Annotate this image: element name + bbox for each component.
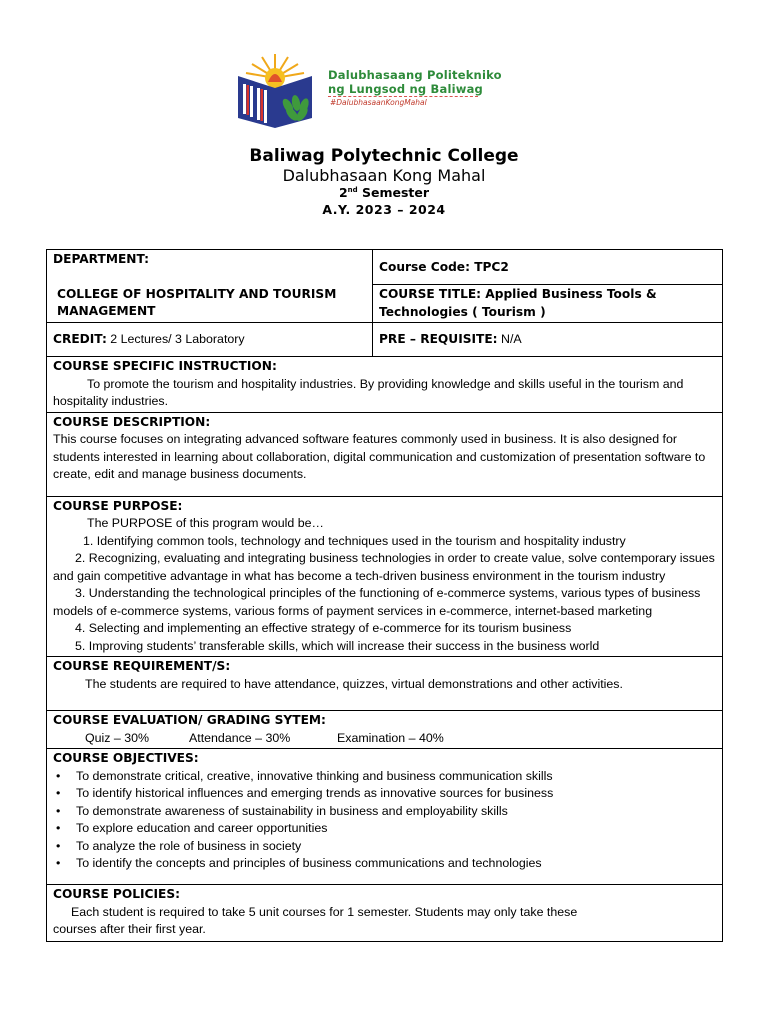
description-text: This course focuses on integrating advanced software features commonly used in business. It is also designed for students interested in learning about collaboration, digital communication and customization of presentation software to create, edit and manage business documents. (53, 432, 706, 481)
course-code: Course Code: TPC2 (379, 260, 509, 274)
objective-item: • To explore education and career opportunities (53, 820, 716, 838)
description-cell (47, 412, 723, 496)
objectives-list (53, 768, 716, 873)
prerequisite-value: N/A (501, 332, 522, 346)
grading-examination: Examination – 40% (337, 730, 444, 745)
objectives-label: COURSE OBJECTIVES: (53, 751, 199, 765)
objective-item: • To demonstrate critical, creative, innovative thinking and business communication skills (53, 768, 716, 786)
grading-quiz: Quiz – 30% (85, 730, 150, 745)
prerequisite-label: PRE – REQUISITE: (379, 332, 498, 346)
purpose-item: 4. Selecting and implementing an effective strategy of e-commerce for its tourism business (75, 621, 572, 635)
description-label: COURSE DESCRIPTION: (53, 414, 211, 429)
course-info-table (46, 249, 723, 942)
course-title: COURSE TITLE: Applied Business Tools & Technologies ( Tourism ) (379, 287, 657, 319)
semester-number: 2 (338, 185, 348, 200)
semester-label (0, 185, 768, 200)
objective-item: • To demonstrate awareness of sustainability in business and employability skills (53, 803, 716, 821)
policies-text: Each student is required to take 5 unit courses for 1 semester. Students may only take these courses after their first year. (53, 904, 578, 936)
grading-attendance: Attendance – 30% (189, 730, 291, 745)
instruction-cell (47, 357, 723, 413)
logo-divider (328, 96, 478, 97)
instruction-text: To promote the tourism and hospitality industries. By providing knowledge and skills useful in the tourism and hospitality industries. (53, 376, 684, 408)
college-logo (230, 48, 560, 130)
department-label: DEPARTMENT: (53, 252, 150, 266)
course-code-cell (373, 250, 723, 285)
purpose-intro: The PURPOSE of this program would be… (87, 516, 324, 530)
purpose-label: COURSE PURPOSE: (53, 498, 183, 513)
semester-word: Semester (357, 185, 430, 200)
purpose-item: 5. Improving students’ transferable skills, which will increase their success in the business world (75, 638, 600, 653)
purpose-item: 3. Understanding the technological principles of the functioning of e-commerce systems, various types of business models of e-commerce systems, various forms of payment services in e-commerce, internet-based marketing (53, 586, 701, 618)
credit-label: CREDIT: (53, 332, 107, 346)
logo-title-line2: ng Lungsod ng Baliwag (328, 82, 483, 96)
objectives-cell (47, 749, 723, 885)
evaluation-label: COURSE EVALUATION/ GRADING SYTEM: (53, 713, 326, 727)
credit-value: 2 Lectures/ 3 Laboratory (110, 332, 245, 346)
semester-suffix: nd (347, 185, 358, 194)
policies-label: COURSE POLICIES: (53, 887, 180, 901)
purpose-item: 2. Recognizing, evaluating and integrating business technologies in order to create value, solve contemporary issues and gain competitive advantage in what has become a tech-driven business environment in the tourism industry (53, 551, 715, 583)
requirement-text: The students are required to have attendance, quizzes, virtual demonstrations and other activities. (85, 676, 623, 691)
college-name: Baliwag Polytechnic College (249, 146, 519, 166)
requirement-cell (47, 657, 723, 711)
logo-hashtag: #DalubhasaanKongMahal (330, 98, 427, 107)
purpose-cell (47, 496, 723, 657)
college-motto: Dalubhasaan Kong Mahal (282, 166, 486, 185)
department-value: COLLEGE OF HOSPITALITY AND TOURISM MANAGEMENT (57, 286, 337, 318)
logo-title-line1: Dalubhasaang Politekniko (328, 68, 502, 82)
requirement-label: COURSE REQUIREMENT/S: (53, 659, 231, 673)
grading-breakdown (53, 730, 716, 748)
department-cell (47, 250, 373, 323)
academic-year: A.Y. 2023 – 2024 (322, 202, 446, 217)
prerequisite-cell (373, 323, 723, 357)
credit-cell (47, 323, 373, 357)
objective-item: • To identify historical influences and emerging trends as innovative sources for business (53, 785, 716, 803)
objective-item: • To analyze the role of business in society (53, 838, 716, 856)
course-title-cell (373, 285, 723, 323)
policies-cell (47, 885, 723, 942)
objective-item: • To identify the concepts and principles of business communications and technologies (53, 855, 716, 873)
instruction-label: COURSE SPECIFIC INSTRUCTION: (53, 359, 277, 373)
purpose-item: 1. Identifying common tools, technology and techniques used in the tourism and hospitality industry (83, 533, 626, 548)
evaluation-cell (47, 711, 723, 749)
college-seal-icon (230, 48, 328, 130)
